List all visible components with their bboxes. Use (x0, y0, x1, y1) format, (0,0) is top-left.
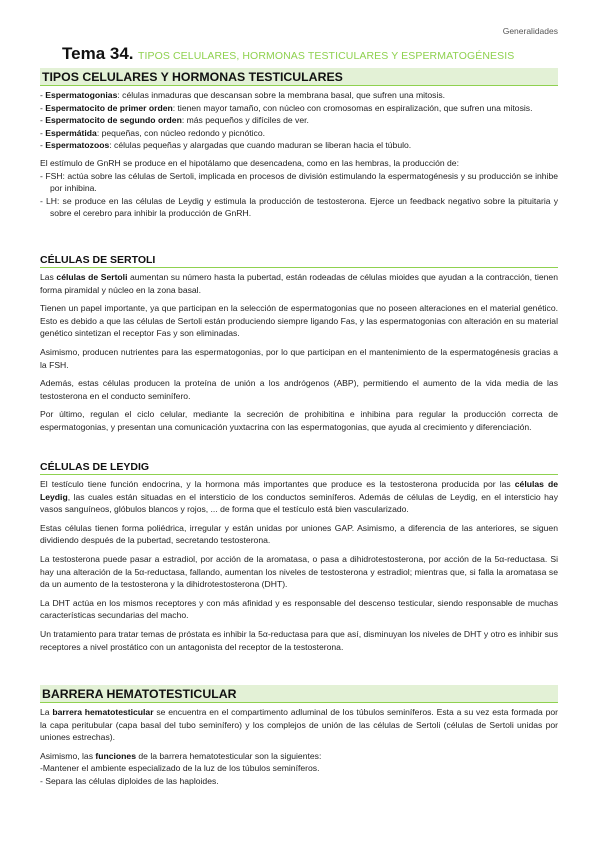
section-leydig (40, 461, 558, 653)
paragraph: El testículo tiene función endocrina, y la hormona más importantes que produce es la testosterona producida por las células de Leydig, las cuales están situadas en el intersticio de los conductos seminíferos. Además de células de Leydig, en el intersticio hay vasos sanguíneos, glóbulos blancos y rojos, ... de forma que el testículo está bien vascularizado. (40, 479, 558, 515)
paragraph: La barrera hematotesticular se encuentra en el compartimento adluminal de los túbulos seminíferos. Esta a su vez esta formada por la capa peritubular (capa basal del tubo seminífero) y los complejos de unión de las células de Sertoli (células de Sertoli unidas por uniones estrechas). (40, 707, 558, 743)
paragraph: Asimismo, producen nutrientes para las espermatogonias, por lo que participan en el mantenimiento de la espermatogénesis gracias a la FSH. (40, 346, 558, 370)
list-item: - Espermatozoos: células pequeñas y alargadas que cuando maduran se liberan hacia el túbulo. (40, 140, 412, 151)
list-item: - Espermátida: pequeñas, con núcleo redondo y picnótico. (40, 127, 266, 138)
paragraph: Asimismo, las funciones de la barrera hematotesticular son la siguientes: (40, 750, 322, 761)
list-item: - FSH: actúa sobre las células de Sertoli, implicada en procesos de división estimulando la espermatogénesis y su producción se inhibe por inhibina. (40, 170, 558, 194)
section-heading: TIPOS CELULARES Y HORMONAS TESTICULARES (40, 68, 558, 86)
list-item: - Espermatocito de primer orden: tienen mayor tamaño, con núcleo con cromosomas en espiralización, que sufren una mitosis. (40, 102, 533, 113)
list-item: -Mantener el ambiente especializado de la luz de los túbulos seminíferos. (40, 763, 320, 774)
paragraph: Un tratamiento para tratar temas de próstata es inhibir la 5α-reductasa para que así, disminuyan los niveles de DHT y otro es inhibir sus receptores a nivel prostático con un antagonista del receptor de la testosterona. (40, 628, 558, 652)
paragraph: Además, estas células producen la proteína de unión a los andrógenos (ABP), permitiendo el aumento de la vida media de las testosterona en el conducto seminífero. (40, 378, 558, 401)
running-head: Generalidades (502, 26, 558, 36)
section-heading: CÉLULAS DE LEYDIG (40, 461, 558, 475)
list-item: - LH: se produce en las células de Leydig y estimula la producción de testosterona. Ejerce un feedback negativo sobre la pituitaria y sobre el cerebro para inhibir la producción de GnRH. (40, 195, 559, 219)
section-sertoli (40, 254, 558, 434)
paragraph: La testosterona puede pasar a estradiol, por acción de la aromatasa, o pasa a dihidrotestosterona, por acción de la 5α-reductasa. Si hay una alteración de la 5α-reductasa, fallando, aumentan los niveles de testosterona y estradiol; mientras que, si falla la aromatasa se da un aumento de la testosterona y la dihidrotestosterona (DHT). (40, 553, 558, 590)
topic-title (62, 44, 562, 64)
section-heading: BARRERA HEMATOTESTICULAR (40, 685, 558, 703)
section-barrera (40, 685, 558, 788)
paragraph: El estímulo de GnRH se produce en el hipotálamo que desencadena, como en las hembras, la producción de: (40, 157, 459, 168)
paragraph: Estas células tienen forma poliédrica, irregular y están unidas por uniones GAP. Asimismo, a diferencia de las anteriores, se siguen dividiendo después de la pubertad, secretando testosterona. (40, 522, 558, 546)
list-item: - Separa las células diploides de las haploides. (40, 775, 219, 786)
paragraph: Por último, regulan el ciclo celular, mediante la secreción de prohibitina e inhibina para regular la producción correcta de espermatogonias, y presentan una comunicación yuxtacrina con las espermatogonias, que ayuda al crecimiento y diferenciación. (40, 409, 558, 432)
list-item: - Espermatocito de segundo orden: más pequeños y difíciles de ver. (40, 115, 309, 126)
list-item: - Espermatogonias: células inmaduras que descansan sobre la membrana basal, que sufren una mitosis. (40, 90, 446, 100)
paragraph: Las células de Sertoli aumentan su número hasta la pubertad, están rodeadas de células mioides que ayudan a la contracción, tienen forma piramidal y núcleo en la zona basal. (40, 272, 558, 295)
section-heading: CÉLULAS DE SERTOLI (40, 254, 558, 268)
topic-number: Tema 34. (62, 44, 134, 63)
topic-subtitle: TIPOS CELULARES, HORMONAS TESTICULARES Y ESPERMATOGÉNESIS (137, 50, 515, 62)
paragraph: Tienen un papel importante, ya que participan en la selección de espermatogonias que no poseen alteraciones en el material genético. Esto es debido a que las células de Sertoli están produciendo siempre ligando Fas, y las espermatogonias con alteración en su material genético sintetizan el receptor Fas y son eliminadas. (40, 303, 558, 339)
section-tipos-celulares (40, 68, 558, 220)
paragraph: La DHT actúa en los mismos receptores y con más afinidad y es responsable del descenso testicular, siendo responsable de muchas características secundarias del macho. (40, 597, 558, 621)
